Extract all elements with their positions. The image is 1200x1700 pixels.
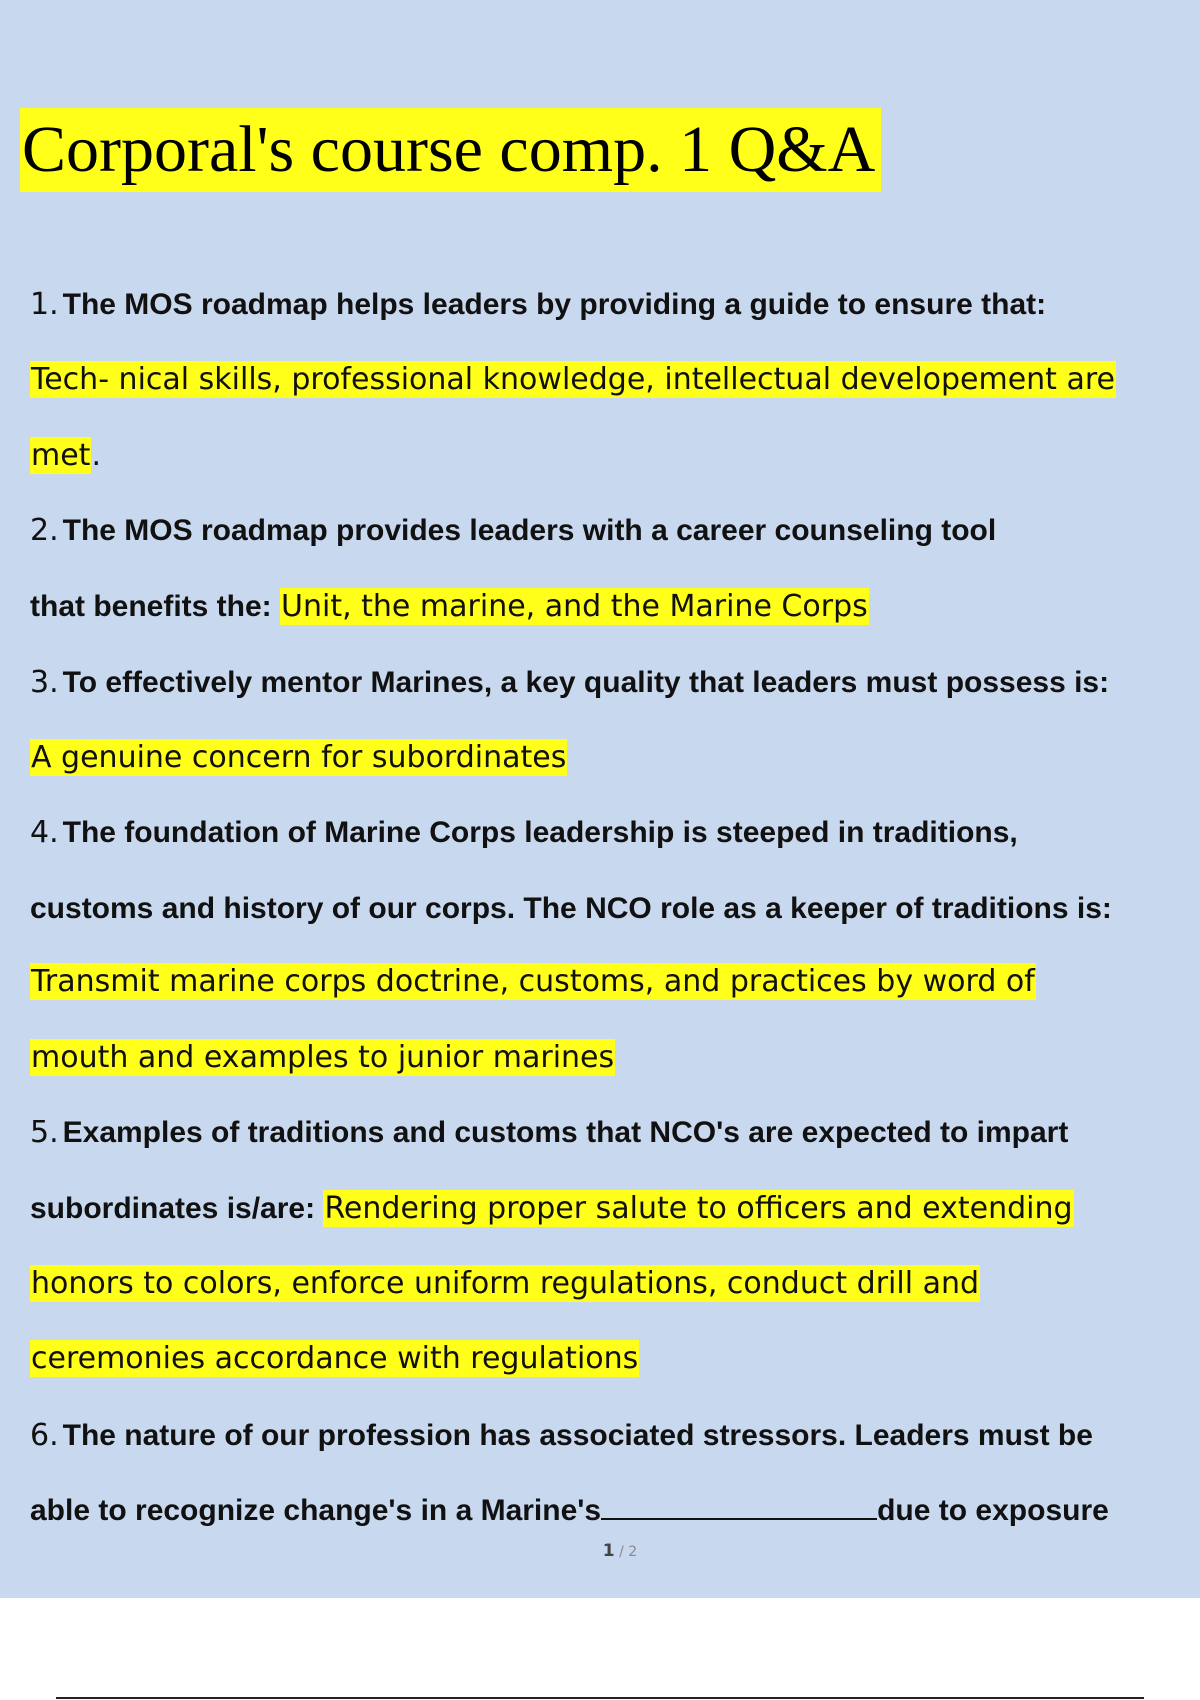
page-indicator	[0, 1541, 1200, 1561]
question-text: subordinates is/are:	[30, 1192, 316, 1225]
answer-5-line-3	[30, 1339, 639, 1379]
answer-highlight: mouth and examples to junior marines	[31, 1040, 615, 1075]
question-number: 3.	[30, 665, 59, 700]
answer-highlight: A genuine concern for subordinates	[31, 740, 567, 775]
current-page: 1	[602, 1541, 615, 1561]
question-5-line-1	[30, 1113, 1068, 1153]
answer-highlight: Tech- nical skills, professional knowledge, intellectual developement are	[31, 362, 1115, 397]
question-text: due to exposure	[877, 1494, 1109, 1527]
question-text: customs and history of our corps. The NCO role as a keeper of traditions is:	[30, 892, 1112, 925]
answer-period: .	[91, 438, 101, 473]
answer-highlight: Transmit marine corps doctrine, customs, and practices by word of	[31, 964, 1035, 999]
total-pages: 2	[628, 1544, 638, 1560]
question-number: 2.	[30, 513, 59, 548]
question-text: The nature of our profession has associated stressors. Leaders must be	[62, 1419, 1093, 1452]
question-number: 4.	[30, 815, 59, 850]
question-text: To effectively mentor Marines, a key quality that leaders must possess is:	[62, 666, 1110, 699]
next-page-top-rule	[56, 1697, 1144, 1699]
answer-1-line-1	[30, 360, 1116, 400]
answer-3	[30, 738, 567, 778]
question-2-line-1	[30, 511, 996, 551]
answer-highlight: Rendering proper salute to officers and extending	[324, 1191, 1073, 1226]
question-text: able to recognize change's in a Marine's	[30, 1494, 602, 1527]
question-text: The MOS roadmap provides leaders with a career counseling tool	[62, 514, 997, 547]
question-text: Examples of traditions and customs that NCO's are expected to impart	[62, 1116, 1069, 1149]
question-3	[30, 663, 1109, 703]
question-text: The MOS roadmap helps leaders by providing a guide to ensure that:	[62, 288, 1047, 321]
answer-highlight: Unit, the marine, and the Marine Corps	[281, 589, 868, 624]
question-text: that benefits the:	[30, 590, 272, 623]
answer-4-line-1	[30, 962, 1036, 1002]
answer-4-line-2	[30, 1038, 615, 1078]
question-number: 5.	[30, 1115, 59, 1150]
page-title: Corporal's course comp. 1 Q&A	[20, 108, 881, 192]
question-number: 1.	[30, 287, 59, 322]
answer-highlight: honors to colors, enforce uniform regulations, conduct drill and	[31, 1266, 980, 1301]
answer-highlight: ceremonies accordance with regulations	[31, 1341, 639, 1376]
question-4-line-2	[30, 889, 1112, 929]
answer-5-line-2	[30, 1264, 980, 1304]
question-4-line-1	[30, 813, 1018, 853]
answer-1-line-2	[30, 436, 101, 476]
question-2-line-2	[30, 587, 869, 627]
question-6-line-1	[30, 1416, 1093, 1456]
page-separator: /	[614, 1544, 629, 1560]
question-text: The foundation of Marine Corps leadership is steeped in traditions,	[62, 816, 1018, 849]
answer-highlight: met	[31, 438, 91, 473]
question-6-line-2	[30, 1491, 1109, 1531]
question-number: 6.	[30, 1418, 59, 1453]
fill-in-blank	[601, 1492, 877, 1520]
question-1	[30, 285, 1046, 325]
question-5-line-2	[30, 1189, 1074, 1229]
